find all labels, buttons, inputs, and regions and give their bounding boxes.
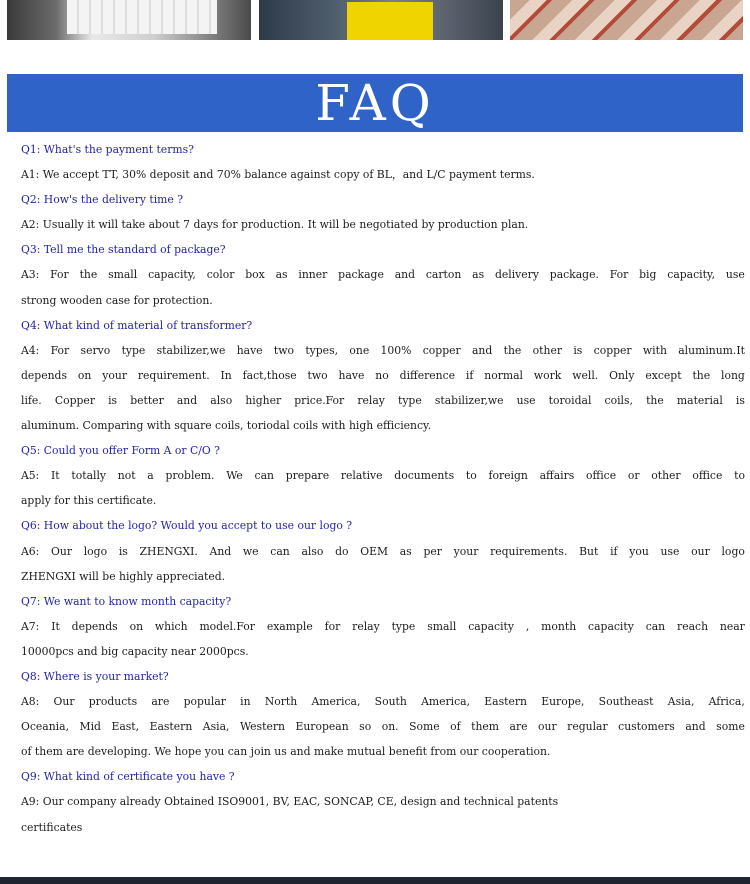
- answer-word: higher: [245, 393, 282, 407]
- answer-word: are: [151, 695, 170, 709]
- answer-word: near: [719, 619, 745, 633]
- answer-word: relay: [357, 393, 385, 407]
- answer-word: Our: [51, 544, 72, 558]
- answer-word: servo: [80, 343, 111, 357]
- faq-answer-line: [21, 689, 745, 714]
- product-photo-1: [7, 0, 251, 40]
- faq-answer-line: [21, 388, 745, 413]
- answer-word: and: [685, 720, 706, 734]
- answer-word: customers: [618, 720, 675, 734]
- answer-word: our: [691, 544, 710, 558]
- answer-word: type: [121, 343, 146, 357]
- answer-word: We: [226, 469, 243, 483]
- answer-word: America,: [421, 695, 471, 709]
- answer-word: It: [51, 469, 60, 483]
- answer-word: two: [307, 368, 328, 382]
- answer-word: big: [639, 268, 657, 282]
- answer-word: East,: [111, 720, 140, 734]
- answer-word: so: [359, 720, 372, 734]
- answer-word: products: [88, 695, 138, 709]
- answer-word: is: [118, 544, 128, 558]
- answer-word: and: [394, 268, 415, 282]
- faq-answer-line: apply for this certificate.: [21, 494, 157, 508]
- answer-word: them: [471, 720, 500, 734]
- answer-word: per: [423, 544, 442, 558]
- answer-word: coils,: [604, 393, 633, 407]
- answer-word: life.: [21, 393, 42, 407]
- answer-word: But: [579, 544, 599, 558]
- answer-word: logo: [721, 544, 745, 558]
- faq-answer-line: A1: We accept TT, 30% deposit and 70% balance against copy of BL，and L/C payment terms.: [21, 168, 535, 182]
- faq-answer-line: A9: Our company already Obtained ISO9001, BV, EAC, SONCAP, CE, design and technical patents: [21, 795, 559, 809]
- answer-word: and: [472, 343, 493, 357]
- faq-question: Q2: How's the delivery time ?: [21, 193, 184, 207]
- faq-banner: [7, 74, 743, 132]
- answer-word: Southeast: [598, 695, 654, 709]
- answer-word: inner: [298, 268, 328, 282]
- answer-word: as: [472, 268, 485, 282]
- answer-word: use: [516, 393, 536, 407]
- faq-question: Q9: What kind of certificate you have ?: [21, 770, 235, 784]
- answer-word: reach: [677, 619, 709, 633]
- answer-word: also: [210, 393, 233, 407]
- answer-word: Only: [609, 368, 635, 382]
- answer-word: A4:: [21, 343, 40, 357]
- faq-question: Q1: What's the payment terms?: [21, 143, 194, 156]
- answer-word: In: [220, 368, 232, 382]
- answer-word: a: [147, 469, 154, 483]
- answer-word: Asia,: [667, 695, 695, 709]
- answer-word: problem.: [165, 469, 215, 483]
- faq-answer-line: [21, 463, 745, 488]
- answer-word: Africa,: [708, 695, 745, 709]
- answer-word: if: [610, 544, 618, 558]
- answer-word: Western: [239, 720, 285, 734]
- answer-word: foreign: [488, 469, 528, 483]
- answer-word: material: [676, 393, 723, 407]
- answer-word: copper: [422, 343, 461, 357]
- faq-answer-line: [21, 614, 745, 639]
- answer-word: do: [335, 544, 349, 558]
- answer-word: Oceania,: [21, 720, 70, 734]
- answer-word: types,: [305, 343, 339, 357]
- faq-answer-line: strong wooden case for protection.: [21, 293, 213, 307]
- answer-word: also: [301, 544, 324, 558]
- answer-word: regular: [567, 720, 608, 734]
- answer-word: have: [236, 343, 263, 357]
- answer-word: requirement.: [137, 368, 210, 382]
- faq-answer-line: certificates: [21, 820, 83, 834]
- answer-word: your: [102, 368, 127, 382]
- answer-word: of: [450, 720, 461, 734]
- answer-word: For: [50, 268, 69, 282]
- answer-word: capacity,: [667, 268, 716, 282]
- answer-word: totally: [71, 469, 107, 483]
- answer-word: capacity: [468, 619, 514, 633]
- answer-word: is: [735, 393, 745, 407]
- answer-word: type: [397, 393, 422, 407]
- faq-question: Q3: Tell me the standard of package?: [21, 243, 226, 257]
- answer-word: small: [427, 619, 457, 633]
- faq-answer-line: 10000pcs and big capacity near 2000pcs.: [21, 644, 249, 658]
- answer-word: Our: [53, 695, 75, 709]
- faq-question: Q4: What kind of material of transformer?: [21, 318, 253, 332]
- answer-word: 100%: [380, 343, 412, 357]
- answer-word: as: [275, 268, 288, 282]
- answer-word: better: [130, 393, 164, 407]
- answer-word: affairs: [539, 469, 575, 483]
- answer-word: Europe,: [541, 695, 585, 709]
- product-photo-2: [259, 0, 503, 40]
- answer-word: the: [646, 393, 664, 407]
- product-photo-strip: [0, 0, 750, 40]
- answer-word: A7:: [21, 619, 40, 633]
- answer-word: normal: [484, 368, 524, 382]
- faq-answer-line: [21, 338, 745, 363]
- faq-answer-line: of them are developing. We hope you can join us and make mutual benefit from our cooperation.: [21, 745, 551, 759]
- answer-word: we: [242, 544, 259, 558]
- answer-word: fact,those: [242, 368, 297, 382]
- answer-word: package.: [549, 268, 599, 282]
- answer-word: relay: [352, 619, 380, 633]
- answer-word: European: [295, 720, 349, 734]
- answer-word: and: [176, 393, 198, 407]
- answer-word: And: [209, 544, 232, 558]
- faq-answer-line: A2: Usually it will take about 7 days for production. It will be negotiated by production plan.: [21, 218, 529, 232]
- answer-word: Copper: [54, 393, 95, 407]
- answer-word: long: [721, 368, 745, 382]
- answer-word: A3:: [21, 268, 40, 282]
- answer-word: capacity,: [148, 268, 196, 282]
- answer-word: package: [338, 268, 384, 282]
- answer-word: box: [245, 268, 265, 282]
- answer-word: can: [270, 544, 290, 558]
- answer-word: Asia,: [202, 720, 230, 734]
- answer-word: America,: [311, 695, 361, 709]
- answer-word: Mid: [79, 720, 101, 734]
- faq-question: Q7: We want to know month capacity?: [21, 594, 232, 608]
- answer-word: your: [453, 544, 479, 558]
- answer-word: can: [645, 619, 666, 633]
- answer-word: office: [692, 469, 723, 483]
- answer-word: as: [399, 544, 412, 558]
- answer-word: use: [660, 544, 680, 558]
- answer-word: model.For: [199, 619, 255, 633]
- answer-word: the: [692, 368, 711, 382]
- faq-question: Q6: How about the logo? Would you accept to use our logo ?: [21, 519, 353, 533]
- faq-answer-line: [21, 363, 745, 388]
- answer-word: documents: [394, 469, 455, 483]
- answer-word: have: [338, 368, 365, 382]
- answer-word: on.: [381, 720, 399, 734]
- answer-word: price.For: [294, 393, 345, 407]
- answer-word: A5:: [21, 469, 40, 483]
- answer-word: logo: [83, 544, 108, 558]
- faq-title: FAQ: [315, 74, 435, 132]
- answer-word: other: [651, 469, 681, 483]
- answer-word: stabilizer,we: [434, 393, 504, 407]
- answer-word: one: [349, 343, 370, 357]
- bottom-image-edge: [0, 877, 750, 884]
- answer-word: the: [503, 343, 522, 357]
- answer-word: is: [108, 393, 118, 407]
- answer-word: A8:: [21, 695, 40, 709]
- answer-word: you: [629, 544, 649, 558]
- answer-word: aluminum.It: [678, 343, 745, 357]
- answer-word: prepare: [285, 469, 330, 483]
- answer-word: popular: [183, 695, 226, 709]
- answer-word: Eastern: [149, 720, 193, 734]
- answer-word: no: [375, 368, 389, 382]
- answer-word: North: [264, 695, 298, 709]
- faq-answer-line: [21, 714, 745, 739]
- answer-word: carton: [425, 268, 462, 282]
- answer-word: depends: [21, 368, 68, 382]
- answer-word: some: [716, 720, 745, 734]
- faq-question: Q5: Could you offer Form A or C/O ?: [21, 444, 220, 458]
- answer-word: to: [465, 469, 477, 483]
- answer-word: example: [266, 619, 313, 633]
- faq-list: [21, 137, 745, 840]
- answer-word: with: [642, 343, 667, 357]
- answer-word: difference: [399, 368, 456, 382]
- answer-word: small: [108, 268, 138, 282]
- answer-word: our: [538, 720, 557, 734]
- answer-word: OEM: [360, 544, 389, 558]
- answer-word: type: [391, 619, 416, 633]
- answer-word: for: [324, 619, 341, 633]
- answer-word: two: [273, 343, 294, 357]
- answer-word: on: [129, 619, 144, 633]
- answer-word: work: [533, 368, 562, 382]
- answer-word: depends: [71, 619, 118, 633]
- answer-word: relative: [340, 469, 383, 483]
- answer-word: It: [51, 619, 60, 633]
- faq-answer-line: [21, 539, 745, 564]
- answer-word: other: [532, 343, 562, 357]
- answer-word: ,: [525, 619, 530, 633]
- faq-answer-line: [21, 262, 745, 287]
- answer-word: Some: [409, 720, 440, 734]
- answer-word: can: [254, 469, 274, 483]
- answer-word: stabilizer,we: [156, 343, 226, 357]
- answer-word: toroidal: [548, 393, 592, 407]
- faq-answer-line: aluminum. Comparing with square coils, toriodal coils with high efficiency.: [21, 419, 432, 433]
- answer-word: month: [541, 619, 577, 633]
- answer-word: which: [154, 619, 188, 633]
- answer-word: South: [374, 695, 407, 709]
- answer-word: well.: [572, 368, 599, 382]
- product-photo-3: [510, 0, 743, 40]
- answer-word: use: [725, 268, 745, 282]
- answer-word: if: [465, 368, 474, 382]
- answer-word: or: [627, 469, 640, 483]
- answer-word: ZHENGXI.: [139, 544, 198, 558]
- faq-answer-line: ZHENGXI will be highly appreciated.: [21, 569, 226, 583]
- answer-word: are: [509, 720, 528, 734]
- answer-word: color: [206, 268, 235, 282]
- answer-word: delivery: [494, 268, 539, 282]
- answer-word: A6:: [21, 544, 40, 558]
- answer-word: in: [240, 695, 251, 709]
- answer-word: is: [573, 343, 583, 357]
- answer-word: the: [79, 268, 98, 282]
- answer-word: to: [734, 469, 745, 483]
- answer-word: not: [117, 469, 136, 483]
- answer-word: on: [77, 368, 92, 382]
- answer-word: office: [586, 469, 617, 483]
- answer-word: For: [609, 268, 629, 282]
- answer-word: For: [50, 343, 70, 357]
- answer-word: requirements.: [490, 544, 568, 558]
- answer-word: capacity: [588, 619, 634, 633]
- answer-word: copper: [593, 343, 632, 357]
- answer-word: Eastern: [484, 695, 527, 709]
- answer-word: except: [645, 368, 682, 382]
- faq-question: Q8: Where is your market?: [21, 669, 169, 683]
